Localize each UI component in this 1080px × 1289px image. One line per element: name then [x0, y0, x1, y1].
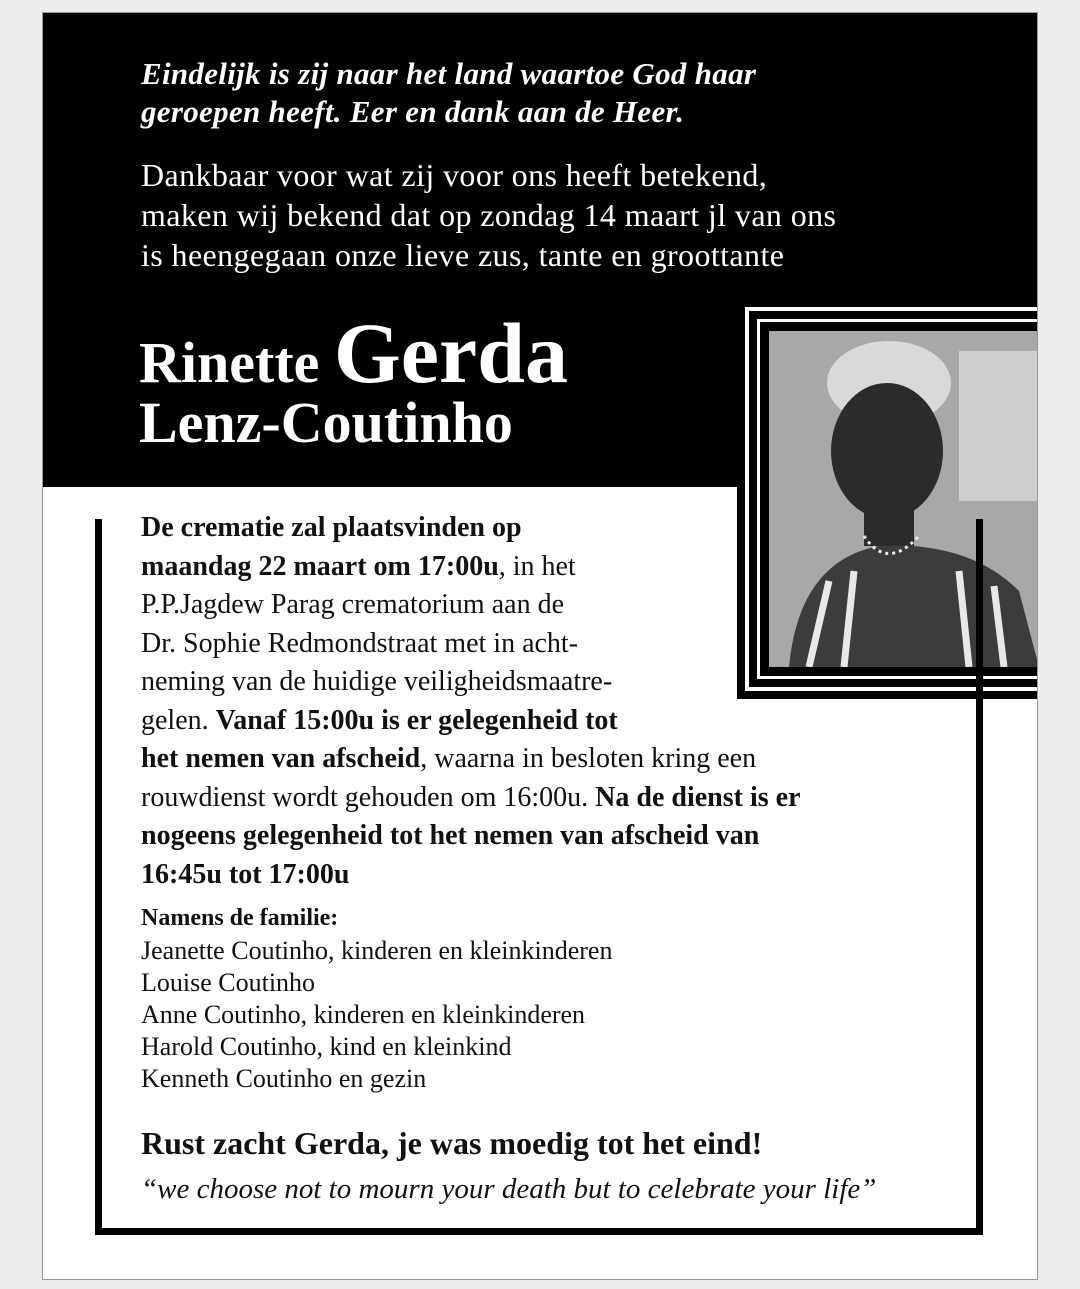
intro-announcement-line-3: is heengegaan onze lieve zus, tante en groottante	[141, 237, 785, 273]
intro-verse	[141, 55, 981, 131]
family-list	[141, 935, 612, 1095]
family-member: Harold Coutinho, kind en kleinkind	[141, 1032, 512, 1061]
closing-quote: “we choose not to mourn your death but to celebrate your life”	[141, 1173, 877, 1205]
intro-announcement-line-2: maken wij bekend dat op zondag 14 maart jl van ons	[141, 197, 837, 233]
first-name: Rinette	[139, 330, 320, 395]
family-member: Louise Coutinho	[141, 968, 316, 997]
intro-announcement	[141, 155, 1001, 275]
obituary-page	[42, 12, 1038, 1280]
called-name: Gerda	[333, 305, 568, 401]
family-member: Anne Coutinho, kinderen en kleinkinderen	[141, 1000, 586, 1029]
family-member: Jeanette Coutinho, kinderen en kleinkinderen	[141, 936, 613, 965]
intro-announcement-line-1: Dankbaar voor wat zij voor ons heeft betekend,	[141, 157, 768, 193]
intro-verse-line-2: geroepen heeft. Eer en dank aan de Heer.	[141, 94, 685, 129]
intro-verse-line-1: Eindelijk is zij naar het land waartoe God haar	[141, 56, 757, 91]
ceremony-details: De crematie zal plaatsvinden op maandag 22 maart om 17:00u, in het P.P.Jagdew Parag crematorium aan de Dr. Sophie Redmondstraat met in acht- neming van de huidige veiligheidsmaatre- gelen. Vanaf 15:00u is er gelegenheid tot het nemen van afscheid, waarna in besloten kring een rouwdienst wordt gehouden om 16:00u. Na de dienst is er nogeens gelegenheid tot het nemen van afscheid van 16:45u tot 17:00u	[141, 512, 801, 890]
family-label: Namens de familie:	[141, 905, 339, 931]
deceased-last-name: Lenz-Coutinho	[139, 390, 513, 455]
closing-line: Rust zacht Gerda, je was moedig tot het eind!	[141, 1125, 763, 1161]
deceased-first-names	[139, 305, 568, 401]
family-member: Kenneth Coutinho en gezin	[141, 1064, 427, 1093]
